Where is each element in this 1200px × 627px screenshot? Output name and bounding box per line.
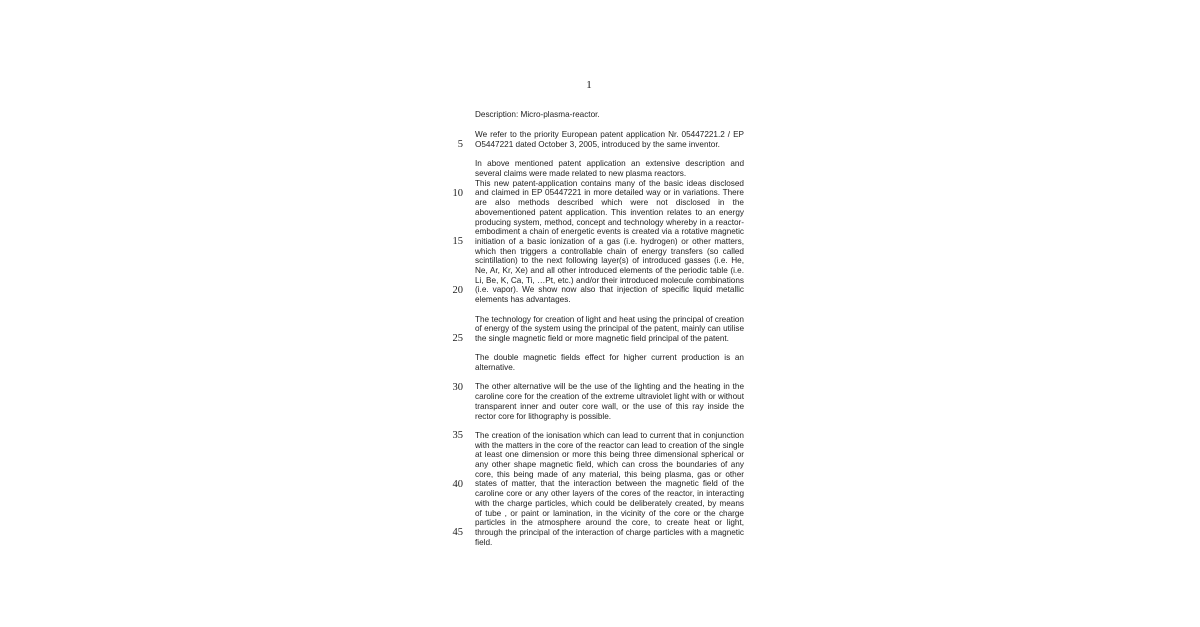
document-body: [475, 110, 744, 547]
line-number: 25: [452, 333, 463, 344]
line-number: 15: [452, 236, 463, 247]
line-number: 35: [452, 430, 463, 441]
line-number: 5: [457, 139, 463, 150]
paragraph-light-heat: The technology for creation of light and heat using the principal of creation of energy of the system using the principal of the patent, mainly can utilise the single magnetic field or more magnetic field principal of the patent.: [475, 314, 744, 343]
document-title: Description: Micro-plasma-reactor.: [475, 110, 600, 119]
paragraph-invention: This new patent-application contains many of the basic ideas disclosed and claimed in EP 05447221 in more detailed way or in variations. There are also methods described which were not disclosed in the abovementioned patent application. This invention relates to an energy producing system, method, concept and technology whereby in a reactor-embodiment a chain of energetic events is created via a rotative magnetic initiation of a basic ionization of a gas (i.e. hydrogen) or other matters, which then triggers a controllable chain of energy transfers (so called scintillation) to the next following layer(s) of introduced gasses (i.e. He, Ne, Ar, Kr, Xe) and all other introduced elements of the periodic table (i.e. Li, Be, K, Ca, Ti, …Pt, etc.) and/or their introduced molecule combinations (i.e. vapor). We show now also that injection of specific liquid metallic elements has advantages.: [475, 178, 744, 305]
paragraph-double-field: The double magnetic fields effect for higher current production is an alternative.: [475, 353, 744, 373]
paragraph-ionisation: The creation of the ionisation which can lead to current that in conjunction with the matters in the core of the reactor can lead to creation of the single at least one dimension or more this being three dimensional spherical or any other shape magnetic field, which can cross the boundaries of any core, this being made of any material, this being plasma, gas or other states of matter, that the interaction between the magnetic field of the caroline core or any other layers of the cores of the reactor, in interacting with the charge particles, which could be deliberately created, by means of tube , or paint or lamination, in the vicinity of the core or the charge particles in the atmosphere around the core, to create heat or light, through the principal of the interaction of charge particles with a magnetic field.: [475, 430, 744, 547]
paragraph-ultraviolet: The other alternative will be the use of the lighting and the heating in the caroline core for the creation of the extreme ultraviolet light with or without transparent inner and outer core wall, or the use of this ray inside the rector core for lithography is possible.: [475, 382, 744, 421]
line-number: 45: [452, 527, 463, 538]
line-number: 20: [452, 285, 463, 296]
line-number: 10: [452, 188, 463, 199]
page-number: 1: [586, 79, 592, 91]
line-number: 40: [452, 479, 463, 490]
paragraph-background: In above mentioned patent application an extensive description and several claims were made related to new plasma reactors.: [475, 159, 744, 178]
paragraph-priority: We refer to the priority European patent application Nr. 05447221.2 / EP O5447221 dated October 3, 2005, introduced by the same inventor.: [475, 130, 744, 149]
line-number: 30: [452, 382, 463, 393]
